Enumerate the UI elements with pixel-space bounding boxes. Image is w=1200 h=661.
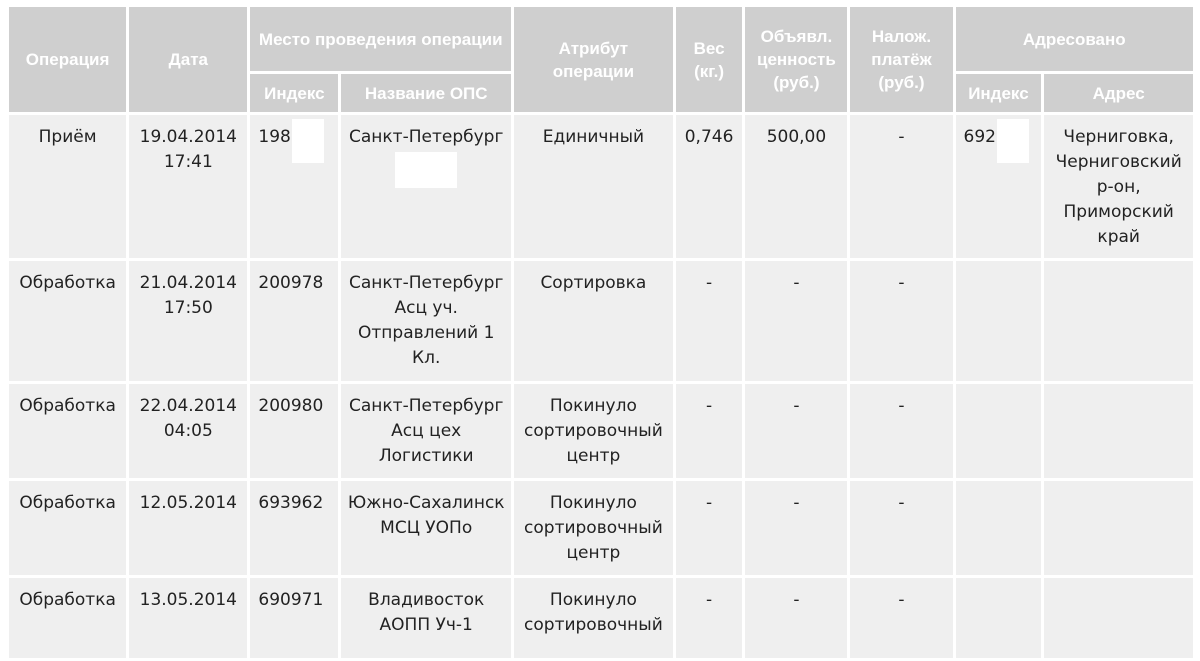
operation-cell: Обработка — [9, 384, 126, 478]
header-place-name: Название ОПС — [341, 74, 511, 112]
operation-cell: Обработка — [9, 578, 126, 658]
declared-value-cell: - — [745, 384, 847, 478]
header-weight: Вес (кг.) — [676, 7, 743, 112]
header-cod: Налож. платёж (руб.) — [850, 7, 952, 112]
header-attribute: Атрибут операции — [514, 7, 673, 112]
ops-name-cell: Санкт-Петербург Асц уч. Отправлений 1 Кл. — [341, 261, 511, 381]
redaction-mask — [395, 152, 457, 188]
addr-index-cell — [956, 384, 1042, 478]
weight-cell: - — [676, 384, 743, 478]
attribute-cell: Покинуло сортировочный центр — [514, 481, 673, 575]
declared-value-cell: - — [745, 481, 847, 575]
header-place-index: Индекс — [250, 74, 338, 112]
cod-cell: - — [850, 115, 952, 258]
index-cell: 200978 — [250, 261, 338, 381]
addr-index-cell — [956, 261, 1042, 381]
weight-cell: - — [676, 578, 743, 658]
address-cell: Черниговка, Черниговский р-он, Приморский край — [1044, 115, 1193, 258]
cod-cell: - — [850, 261, 952, 381]
addr-index-cell — [956, 481, 1042, 575]
weight-cell: - — [676, 481, 743, 575]
address-cell — [1044, 578, 1193, 658]
date-cell: 12.05.2014 — [129, 481, 247, 575]
header-operation: Операция — [9, 7, 126, 112]
table-row — [9, 115, 1193, 258]
weight-cell: 0,746 — [676, 115, 743, 258]
index-cell: 693962 — [250, 481, 338, 575]
address-cell — [1044, 384, 1193, 478]
ops-name-cell: Владивосток АОПП Уч-1 — [341, 578, 511, 658]
declared-value-cell: - — [745, 261, 847, 381]
address-cell — [1044, 481, 1193, 575]
date-cell: 19.04.2014 17:41 — [129, 115, 247, 258]
index-cell: 200980 — [250, 384, 338, 478]
attribute-cell: Покинуло сортировочный центр — [514, 384, 673, 478]
weight-cell: - — [676, 261, 743, 381]
ops-name-cell: Южно-Сахалинск МСЦ УОПо — [341, 481, 511, 575]
declared-value-cell: 500,00 — [745, 115, 847, 258]
addr-index-cell — [956, 115, 1042, 258]
addr-index-cell — [956, 578, 1042, 658]
date-cell: 13.05.2014 — [129, 578, 247, 658]
ops-name-value: Санкт-Петербург — [349, 127, 504, 147]
header-addressed: Адресовано — [956, 7, 1194, 71]
table-row — [9, 261, 1193, 381]
table-row — [9, 481, 1193, 575]
index-cell: 690971 — [250, 578, 338, 658]
addr-index-value: 692 — [963, 127, 996, 147]
date-cell: 21.04.2014 17:50 — [129, 261, 247, 381]
table-row — [9, 384, 1193, 478]
attribute-cell: Сортировка — [514, 261, 673, 381]
index-value: 198 — [258, 127, 291, 147]
tracking-history-table — [6, 4, 1196, 661]
header-addr-address: Адрес — [1044, 74, 1193, 112]
header-date: Дата — [129, 7, 247, 112]
cod-cell: - — [850, 384, 952, 478]
cod-cell: - — [850, 481, 952, 575]
redaction-mask — [292, 119, 324, 163]
index-cell — [250, 115, 338, 258]
operation-cell: Обработка — [9, 261, 126, 381]
header-addr-index: Индекс — [956, 74, 1042, 112]
operation-cell: Обработка — [9, 481, 126, 575]
attribute-cell: Покинуло сортировочный — [514, 578, 673, 658]
header-place: Место проведения операции — [250, 7, 511, 71]
redaction-mask — [997, 119, 1029, 163]
cod-cell: - — [850, 578, 952, 658]
operation-cell: Приём — [9, 115, 126, 258]
ops-name-cell — [341, 115, 511, 258]
date-cell: 22.04.2014 04:05 — [129, 384, 247, 478]
attribute-cell: Единичный — [514, 115, 673, 258]
table-row — [9, 578, 1193, 658]
header-declared-value: Объявл. ценность (руб.) — [745, 7, 847, 112]
declared-value-cell: - — [745, 578, 847, 658]
address-cell — [1044, 261, 1193, 381]
ops-name-cell: Санкт-Петербург Асц цех Логистики — [341, 384, 511, 478]
